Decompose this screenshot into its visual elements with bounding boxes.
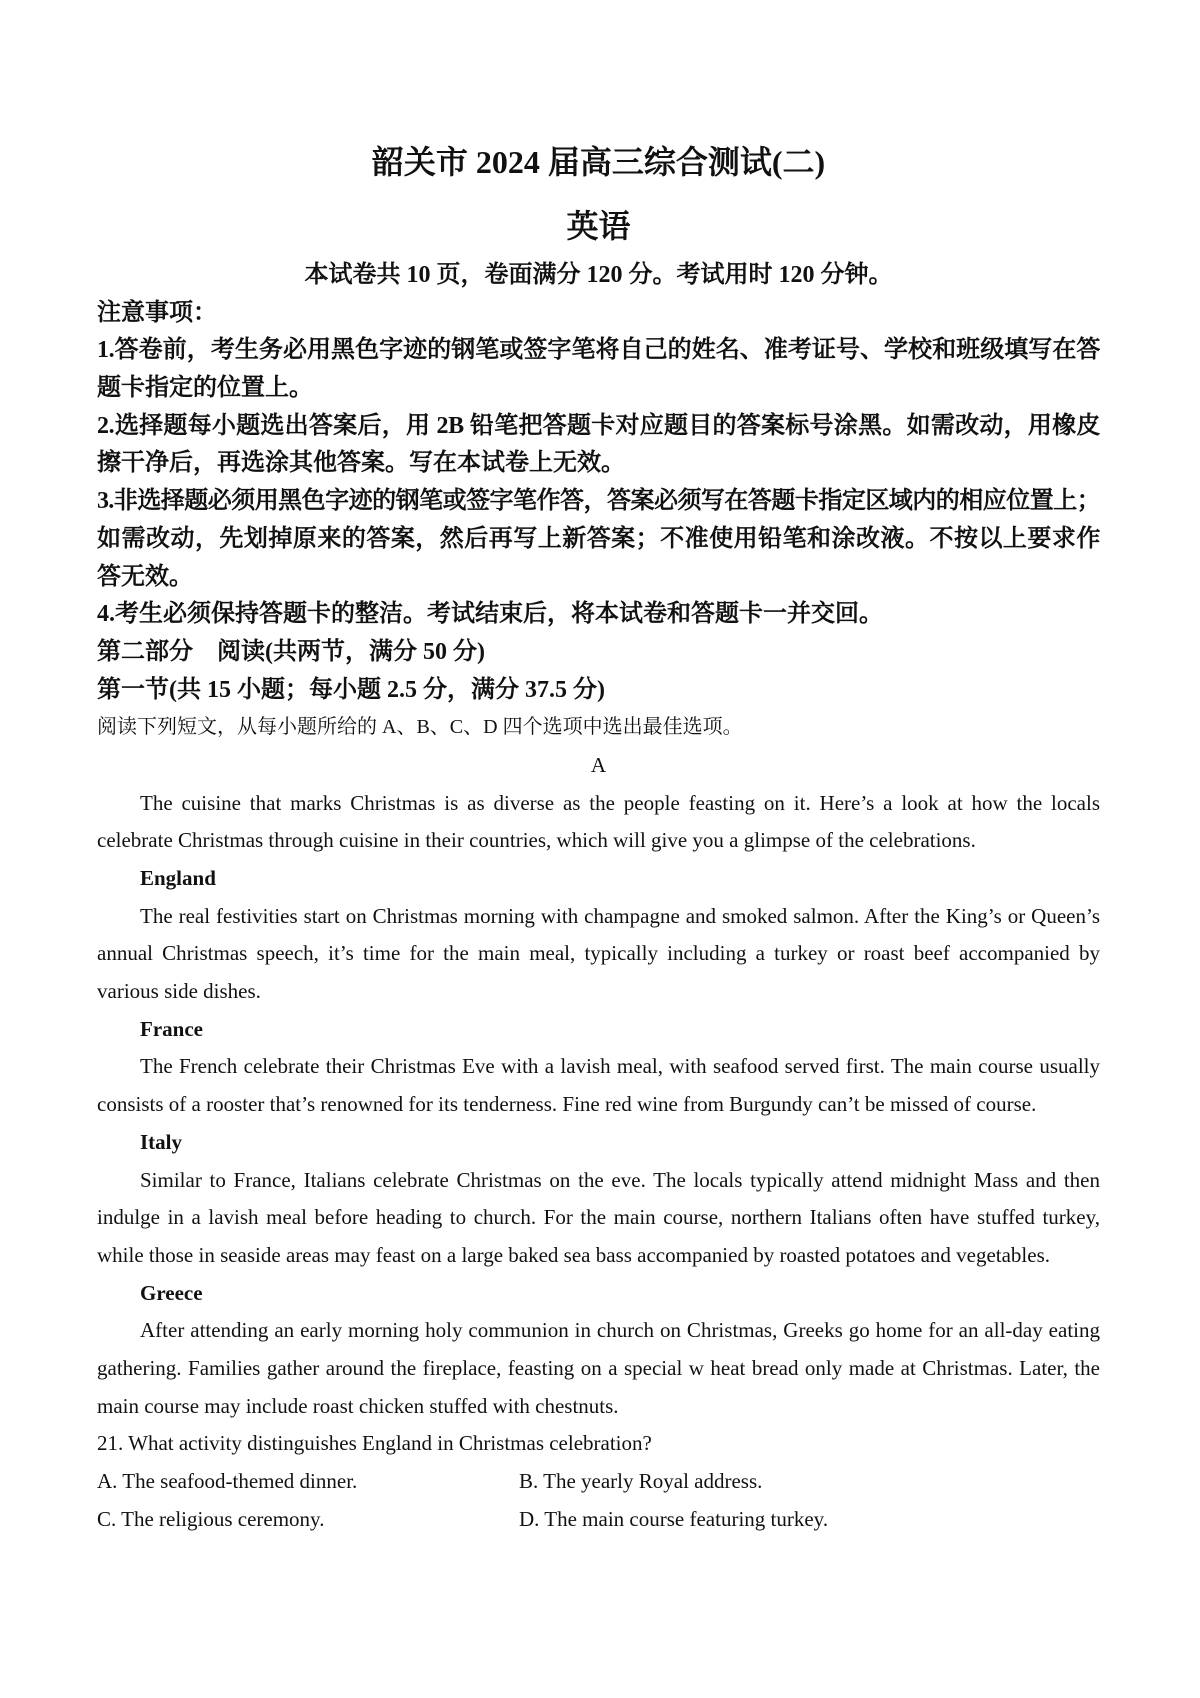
passage-line: various side dishes. (97, 979, 261, 1004)
option-row (97, 1501, 1100, 1539)
option-c: C. The religious ceremony. (97, 1506, 325, 1531)
passage-section-greece (97, 1275, 1100, 1426)
notice-item-4 (97, 596, 1100, 634)
passage-section-france (97, 1011, 1100, 1124)
option-a: A. The seafood-themed dinner. (97, 1469, 358, 1493)
notice-line: 3.非选择题必须用黑色字迹的钢笔或签字笔作答，答案必须写在答题卡指定区域内的相应位置上； (97, 488, 1100, 515)
section-heading-england: England (140, 866, 216, 890)
passage-section-italy (97, 1124, 1100, 1275)
notice-line: 1.答卷前，考生务必用黑色字迹的钢笔或签字笔将自己的姓名、准考证号、学校和班级填写在答 (97, 337, 1100, 364)
exam-title: 韶关市 2024 届高三综合测试(二) (371, 144, 826, 180)
notice-item-1 (97, 332, 1100, 407)
passage-line: After attending an early morning holy communion in church on Christmas, Greeks go home for an all-day eating (140, 1318, 1100, 1343)
passage-line: Similar to France, Italians celebrate Christmas on the eve. The locals typically attend midnight Mass and then (140, 1167, 1100, 1192)
passage-section-england (97, 860, 1100, 1011)
notice-line: 如需改动，先划掉原来的答案，然后再写上新答案；不准使用铅笔和涂改液。不按以上要求作 (97, 525, 1100, 552)
passage-line: while those in seaside areas may feast on a large baked sea bass accompanied by roasted potatoes and vegetables. (97, 1242, 1051, 1267)
section-heading-italy: Italy (140, 1129, 182, 1154)
question-21 (97, 1425, 1100, 1538)
notice-line: 4.考生必须保持答题卡的整洁。考试结束后，将本试卷和答题卡一并交回。 (97, 601, 883, 628)
notice-line: 题卡指定的位置上。 (97, 375, 313, 402)
section-instruction: 阅读下列短文，从每小题所给的 A、B、C、D 四个选项中选出最佳选项。 (97, 716, 743, 739)
notice-line: 答无效。 (97, 563, 193, 590)
part-title: 第二部分 阅读(共两节，满分 50 分) (97, 638, 485, 665)
notice-section (97, 295, 1100, 634)
option-row (97, 1463, 1100, 1501)
notice-heading: 注意事项： (97, 299, 217, 326)
passage-line: The real festivities start on Christmas morning with champagne and smoked salmon. After the King’s or Queen’s (140, 903, 1100, 928)
passage-line: celebrate Christmas through cuisine in their countries, which will give you a glimpse of the celebrations. (97, 828, 976, 853)
section-heading-france: France (140, 1016, 203, 1041)
passage-intro (97, 785, 1100, 860)
passage-a (97, 747, 1100, 1425)
passage-line: gathering. Families gather around the fireplace, feasting on a special w heat bread only made at Christmas. Later, the (97, 1355, 1100, 1380)
subject-title: 英语 (566, 208, 631, 244)
passage-label: A (590, 752, 607, 777)
notice-item-3 (97, 483, 1100, 596)
section-title: 第一节(共 15 小题；每小题 2.5 分，满分 37.5 分) (97, 676, 605, 703)
reading-part (97, 634, 1100, 747)
notice-item-2 (97, 408, 1100, 483)
section-heading-greece: Greece (140, 1280, 203, 1305)
passage-line: indulge in a lavish meal before heading to church. For the main course, northern Italians often have stuffed turkey, (97, 1205, 1100, 1230)
passage-line: main course may include roast chicken stuffed with chestnuts. (97, 1393, 619, 1418)
passage-line: annual Christmas speech, it’s time for the main meal, typically including a turkey or roast beef accompanied by (97, 941, 1100, 966)
passage-line: The cuisine that marks Christmas is as diverse as the people feasting on it. Here’s a look at how the locals (140, 790, 1100, 815)
exam-info: 本试卷共 10 页，卷面满分 120 分。考试用时 120 分钟。 (304, 262, 893, 288)
passage-line: The French celebrate their Christmas Eve with a lavish meal, with seafood served first. The main course usually (140, 1054, 1100, 1079)
passage-line: consists of a rooster that’s renowned for its tenderness. Fine red wine from Burgundy can’t be missed of course. (97, 1092, 1037, 1117)
notice-line: 擦干净后，再选涂其他答案。写在本试卷上无效。 (97, 450, 625, 477)
option-d: D. The main course featuring turkey. (519, 1506, 829, 1531)
notice-line: 2.选择题每小题选出答案后，用 2B 铅笔把答题卡对应题目的答案标号涂黑。如需改动，用橡皮 (97, 412, 1100, 439)
question-stem: 21. What activity distinguishes England in Christmas celebration? (97, 1431, 652, 1456)
exam-header (97, 140, 1100, 295)
option-b: B. The yearly Royal address. (519, 1469, 763, 1493)
